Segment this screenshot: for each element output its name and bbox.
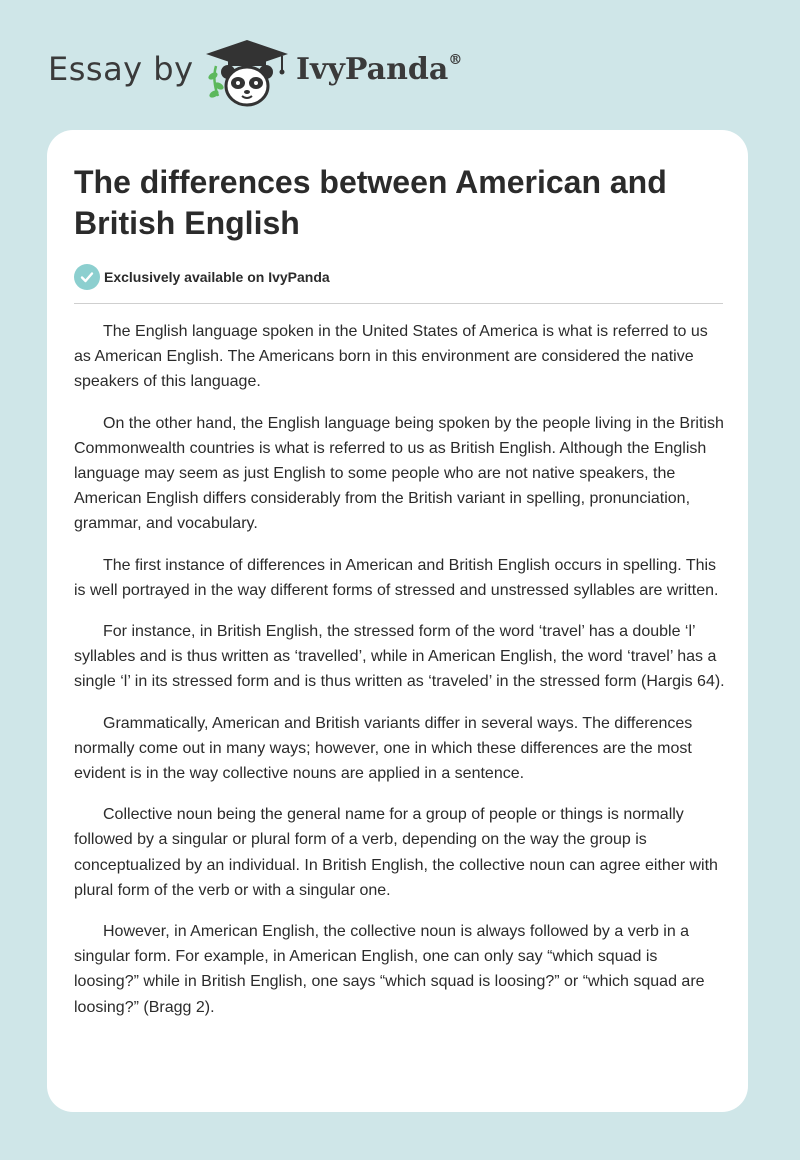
paragraph: The English language spoken in the United States of America is what is referred to us as American English. The Americans born in this environment are considered the native speakers of this language.: [74, 323, 708, 391]
paragraph: Collective noun being the general name for a group of people or things is normally followed by a singular or plural form of a verb, depending on the way the group is conceptualized by an individual. In British English, the collective noun can agree either with plural form of the verb or with a singular one.: [74, 806, 718, 899]
essay-body: [74, 319, 726, 1036]
essay-card: [47, 130, 748, 1112]
essay-title: The differences between American and British English: [74, 164, 667, 241]
paragraph: Grammatically, American and British variants differ in several ways. The differences normally come out in many ways; however, one in which these differences are the most evident is in the way collective nouns are applied in a sentence.: [74, 714, 693, 783]
check-circle-icon: [74, 264, 100, 290]
exclusive-badge: [74, 264, 330, 290]
brand-label: IvyPanda: [296, 52, 449, 87]
paragraph: The first instance of differences in American and British English occurs in spelling. This is well portrayed in the way different forms of stressed and unstressed syllables are written.: [74, 556, 719, 599]
panda-graduate-icon[interactable]: [200, 36, 294, 110]
paragraph: However, in American English, the collective noun is always followed by a verb in a singular form. For example, in American English, one can only say “which squad is loosing?” while in British English, one says “which squad is loosing?” or “which squad are loosing?” (Bragg 2).: [74, 923, 705, 1016]
paragraph: On the other hand, the English language being spoken by the people living in the British Commonwealth countries is what is referred to us as British English. Although the English language may seem as just English to some people who are not native speakers, the American English differs considerably from the British variant in spelling, pronunciation, grammar, and vocabulary.: [74, 414, 724, 533]
registered-mark: ®: [448, 52, 463, 68]
site-header: [48, 36, 468, 110]
divider: [74, 303, 723, 304]
exclusive-badge-label: Exclusively available on IvyPanda: [104, 269, 330, 285]
brand-name[interactable]: [296, 52, 462, 87]
essay-by-label: Essay by: [48, 50, 194, 88]
paragraph: For instance, in British English, the stressed form of the word ‘travel’ has a double ‘l’ syllables and is thus written as ‘travelled’, while in American English, the word ‘travel’ has a single ‘l’ in its stressed form and is thus written as ‘traveled’ in the stressed form (Hargis 64).: [74, 623, 725, 691]
